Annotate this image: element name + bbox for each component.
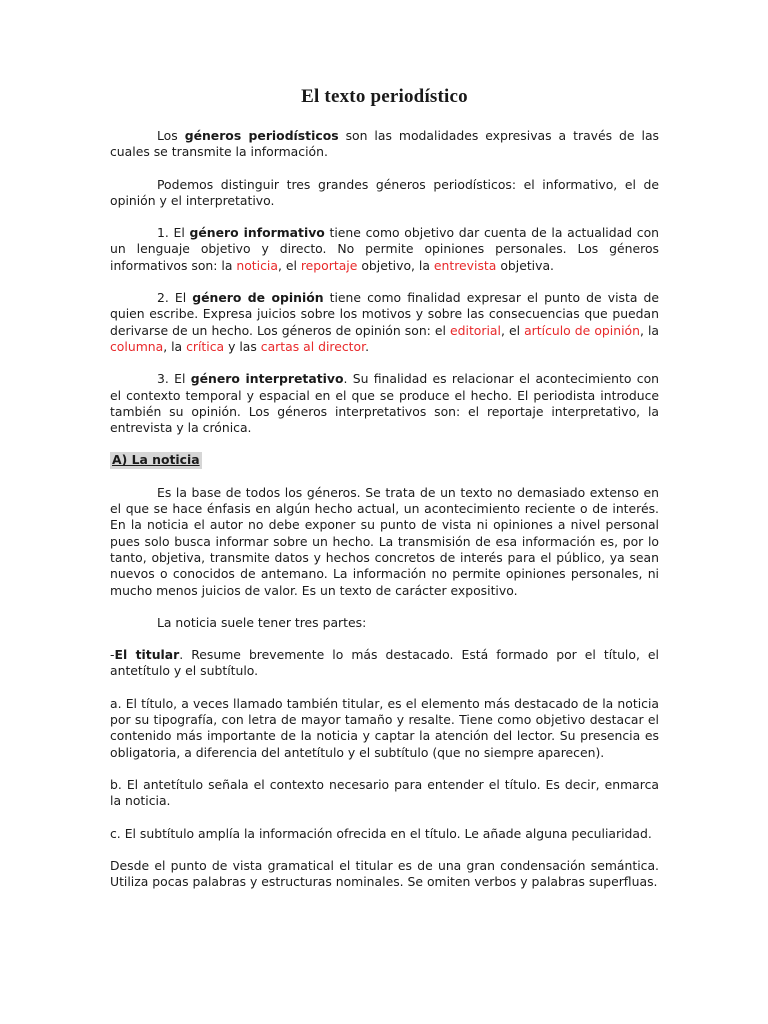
red-term-editorial: editorial: [450, 322, 501, 338]
paragraph-gramatical: Desde el punto de vista gramatical el titular es de una gran condensación semántica. Utiliza pocas palabras y estructuras nominales. Se omiten verbos y palabras superfluas.: [110, 857, 659, 890]
red-term-entrevista: entrevista: [433, 257, 497, 273]
bold-term: géneros periodísticos: [184, 128, 339, 143]
red-term-cartas: cartas al director: [260, 338, 366, 354]
text-run: , el: [500, 322, 525, 338]
bold-term: género de opinión: [192, 290, 324, 306]
document-page: [110, 86, 659, 906]
paragraph-titulo: a. El título, a veces llamado también titular, es el elemento más destacado de la noticia por su tipografía, con letra de mayor tamaño y resalte. Tiene como objetivo destacar el contenido más importante de la noticia y captar la atención del lector. Su presencia es obligatoria, a diferencia del antetítulo y el subtítulo (que no siempre aparecen).: [110, 695, 659, 760]
text-run: objetiva.: [496, 257, 554, 273]
bold-term: El titular: [114, 647, 180, 663]
paragraph-intro: [110, 128, 659, 161]
text-run: , el: [277, 257, 301, 273]
red-term-articulo: artículo de opinión: [524, 322, 640, 338]
red-term-columna: columna: [110, 338, 164, 354]
bold-term: género interpretativo: [190, 371, 344, 387]
text-run: tiene como finalidad expresar el punto de vista de quien escribe. Expresa juicios sobre los motivos y sobre las consecuencias que puedan derivarse de un hecho. Los géneros de opinión son: el: [110, 290, 659, 338]
paragraph-genres: Podemos distinguir tres grandes géneros periodísticos: el informativo, el de opinión y el interpretativo.: [110, 176, 659, 208]
paragraph-informativo: [110, 225, 659, 274]
red-term-critica: crítica: [186, 338, 225, 354]
text-run: , la: [163, 338, 187, 354]
text-run: Los: [157, 128, 185, 143]
text-run: son las modalidades expresivas a través de las cuales se transmite la información.: [110, 128, 659, 160]
paragraph-antetitulo: b. El antetítulo señala el contexto necesario para entender el título. Es decir, enmarca la noticia.: [110, 776, 659, 809]
text-run: y las: [224, 338, 261, 354]
paragraph-interpretativo: [110, 371, 659, 436]
text-run: .: [365, 338, 370, 354]
paragraph-noticia-base: Es la base de todos los géneros. Se trata de un texto no demasiado extenso en el que se hace énfasis en algún hecho actual, un acontecimiento reciente o de interés. En la noticia el autor no debe exponer su punto de vista ni opiniones a nivel personal pues solo busca informar sobre un hecho. La transmisión de esa información es, por lo tanto, objetiva, transmite datos y hechos concretos de interés para el público, ya sean nuevos o conocidos de antemano. La información no permite opiniones personales, ni mucho menos juicios de valor. Es un texto de carácter expositivo.: [110, 484, 659, 598]
text-run: 3. El: [157, 371, 191, 387]
bold-term: género informativo: [189, 225, 325, 241]
section-heading-noticia: [110, 452, 659, 468]
red-term-noticia: noticia: [236, 257, 278, 273]
paragraph-subtitulo: c. El subtítulo amplía la información ofrecida en el título. Le añade alguna peculiaridad.: [110, 825, 652, 841]
section-heading-label: A) La noticia: [112, 452, 200, 468]
text-run: objetivo, la: [357, 257, 434, 273]
paragraph-titular: [110, 647, 659, 680]
text-run: . Su finalidad es relacionar el acontecimiento con el contexto temporal y espacial en el que se produce el hecho. El periodista introduce también su opinión. Los géneros interpretativos son: el reportaje interpretativo, la entrevista y la crónica.: [110, 371, 659, 436]
red-term-reportaje: reportaje: [300, 257, 358, 273]
text-run: 2. El: [157, 290, 193, 306]
text-run: tiene como objetivo dar cuenta de la actualidad con un lenguaje objetivo y directo. No permite opiniones personales. Los géneros informativos son: la: [110, 225, 659, 273]
paragraph-tres-partes: La noticia suele tener tres partes:: [157, 614, 367, 630]
paragraph-opinion: [110, 290, 659, 355]
text-run: 1. El: [157, 225, 190, 241]
text-run: -: [110, 647, 115, 663]
text-run: . Resume brevemente lo más destacado. Está formado por el título, el antetítulo y el subtítulo.: [110, 647, 659, 679]
document-title: El texto periodístico: [301, 86, 468, 107]
text-run: , la: [639, 322, 659, 338]
